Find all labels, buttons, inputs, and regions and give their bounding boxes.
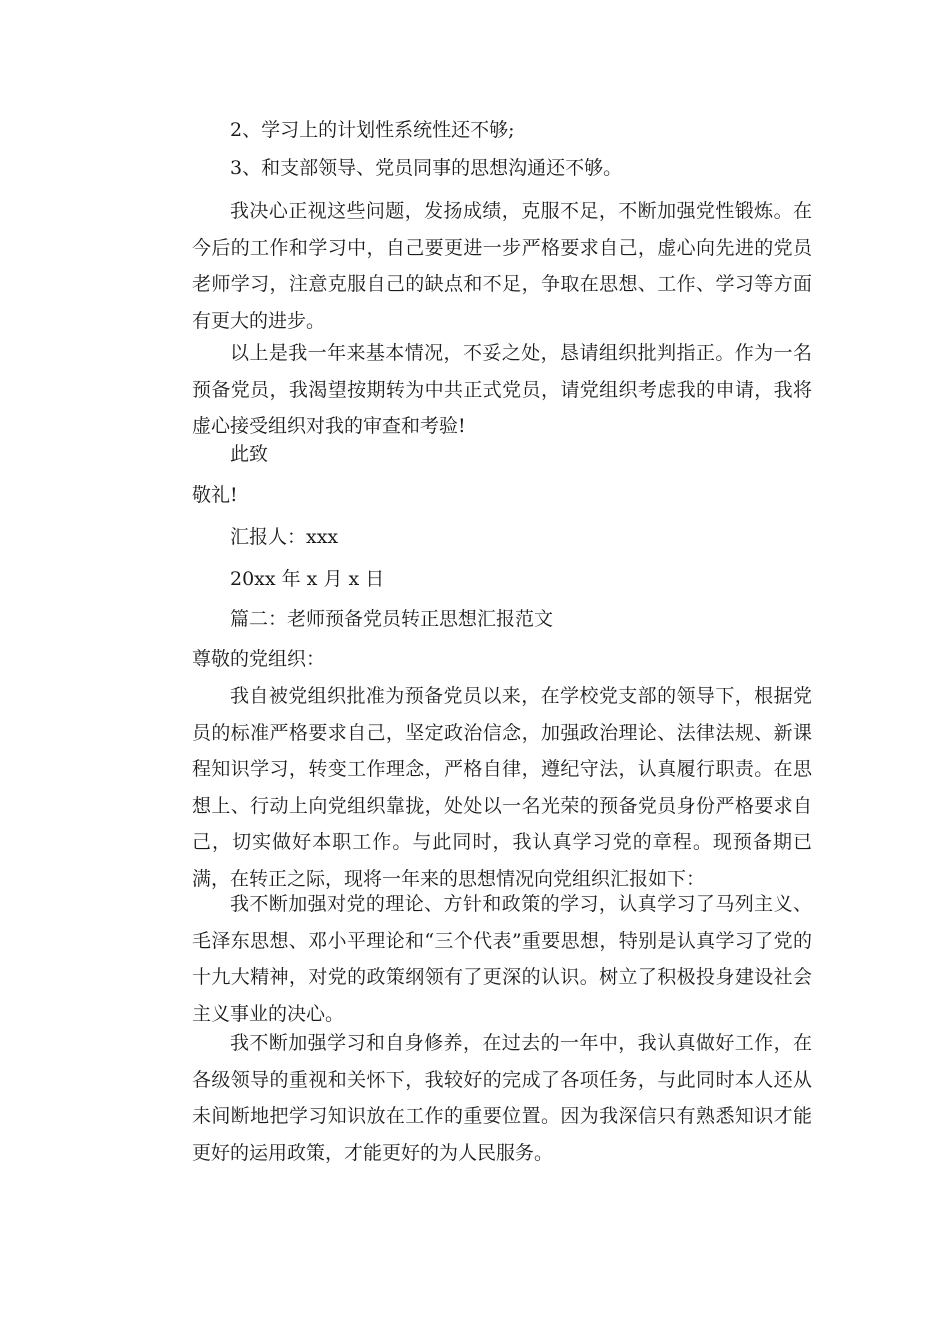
greeting: 尊敬的党组织：: [192, 648, 326, 670]
paragraph-theory-study: 我不断加强对党的理论、方针和政策的学习，认真学习了马列主义、毛泽东思想、邓小平理论和“三个代表”重要思想，特别是认真学习了党的十九大精神，对党的政策纲领有了更深的认识。树立了积极投身建设社会主义事业的决心。: [192, 893, 812, 1025]
list-item-2: 2、学习上的计划性系统性还不够;: [230, 119, 515, 141]
salute: 敬礼!: [192, 484, 238, 506]
report-date: 20xx 年 x 月 x 日: [230, 568, 385, 590]
section-title: 篇二：老师预备党员转正思想汇报范文: [230, 608, 554, 630]
paragraph-summary: 以上是我一年来基本情况，不妥之处，恳请组织批判指正。作为一名预备党员，我渴望按期转为中共正式党员，请党组织考虑我的申请，我将虚心接受组织对我的审查和考验!: [192, 342, 812, 437]
closing-phrase: 此致: [230, 443, 269, 465]
paragraph-resolve: 我决心正视这些问题，发扬成绩，克服不足，不断加强党性锻炼。在今后的工作和学习中，自己要更进一步严格要求自己，虚心向先进的党员老师学习，注意克服自己的缺点和不足，争取在思想、工作、学习等方面有更大的进步。: [192, 200, 812, 332]
list-item-3: 3、和支部领导、党员同事的思想沟通还不够。: [230, 157, 623, 179]
reporter: 汇报人：xxx: [230, 526, 339, 548]
paragraph-self-cultivation: 我不断加强学习和自身修养，在过去的一年中，我认真做好工作，在各级领导的重视和关怀下，我较好的完成了各项任务，与此同时本人还从未间断地把学习知识放在工作的重要位置。因为我深信只有熟悉知识才能更好的运用政策，才能更好的为人民服务。: [192, 1032, 812, 1164]
paragraph-intro: 我自被党组织批准为预备党员以来，在学校党支部的领导下，根据党员的标准严格要求自己，坚定政治信念，加强政治理论、法律法规、新课程知识学习，转变工作理念，严格自律，遵纪守法，认真履行职责。在思想上、行动上向党组织靠拢，处处以一名光荣的预备党员身份严格要求自己，切实做好本职工作。与此同时，我认真学习党的章程。现预备期已满，在转正之际，现将一年来的思想情况向党组织汇报如下：: [192, 685, 812, 890]
